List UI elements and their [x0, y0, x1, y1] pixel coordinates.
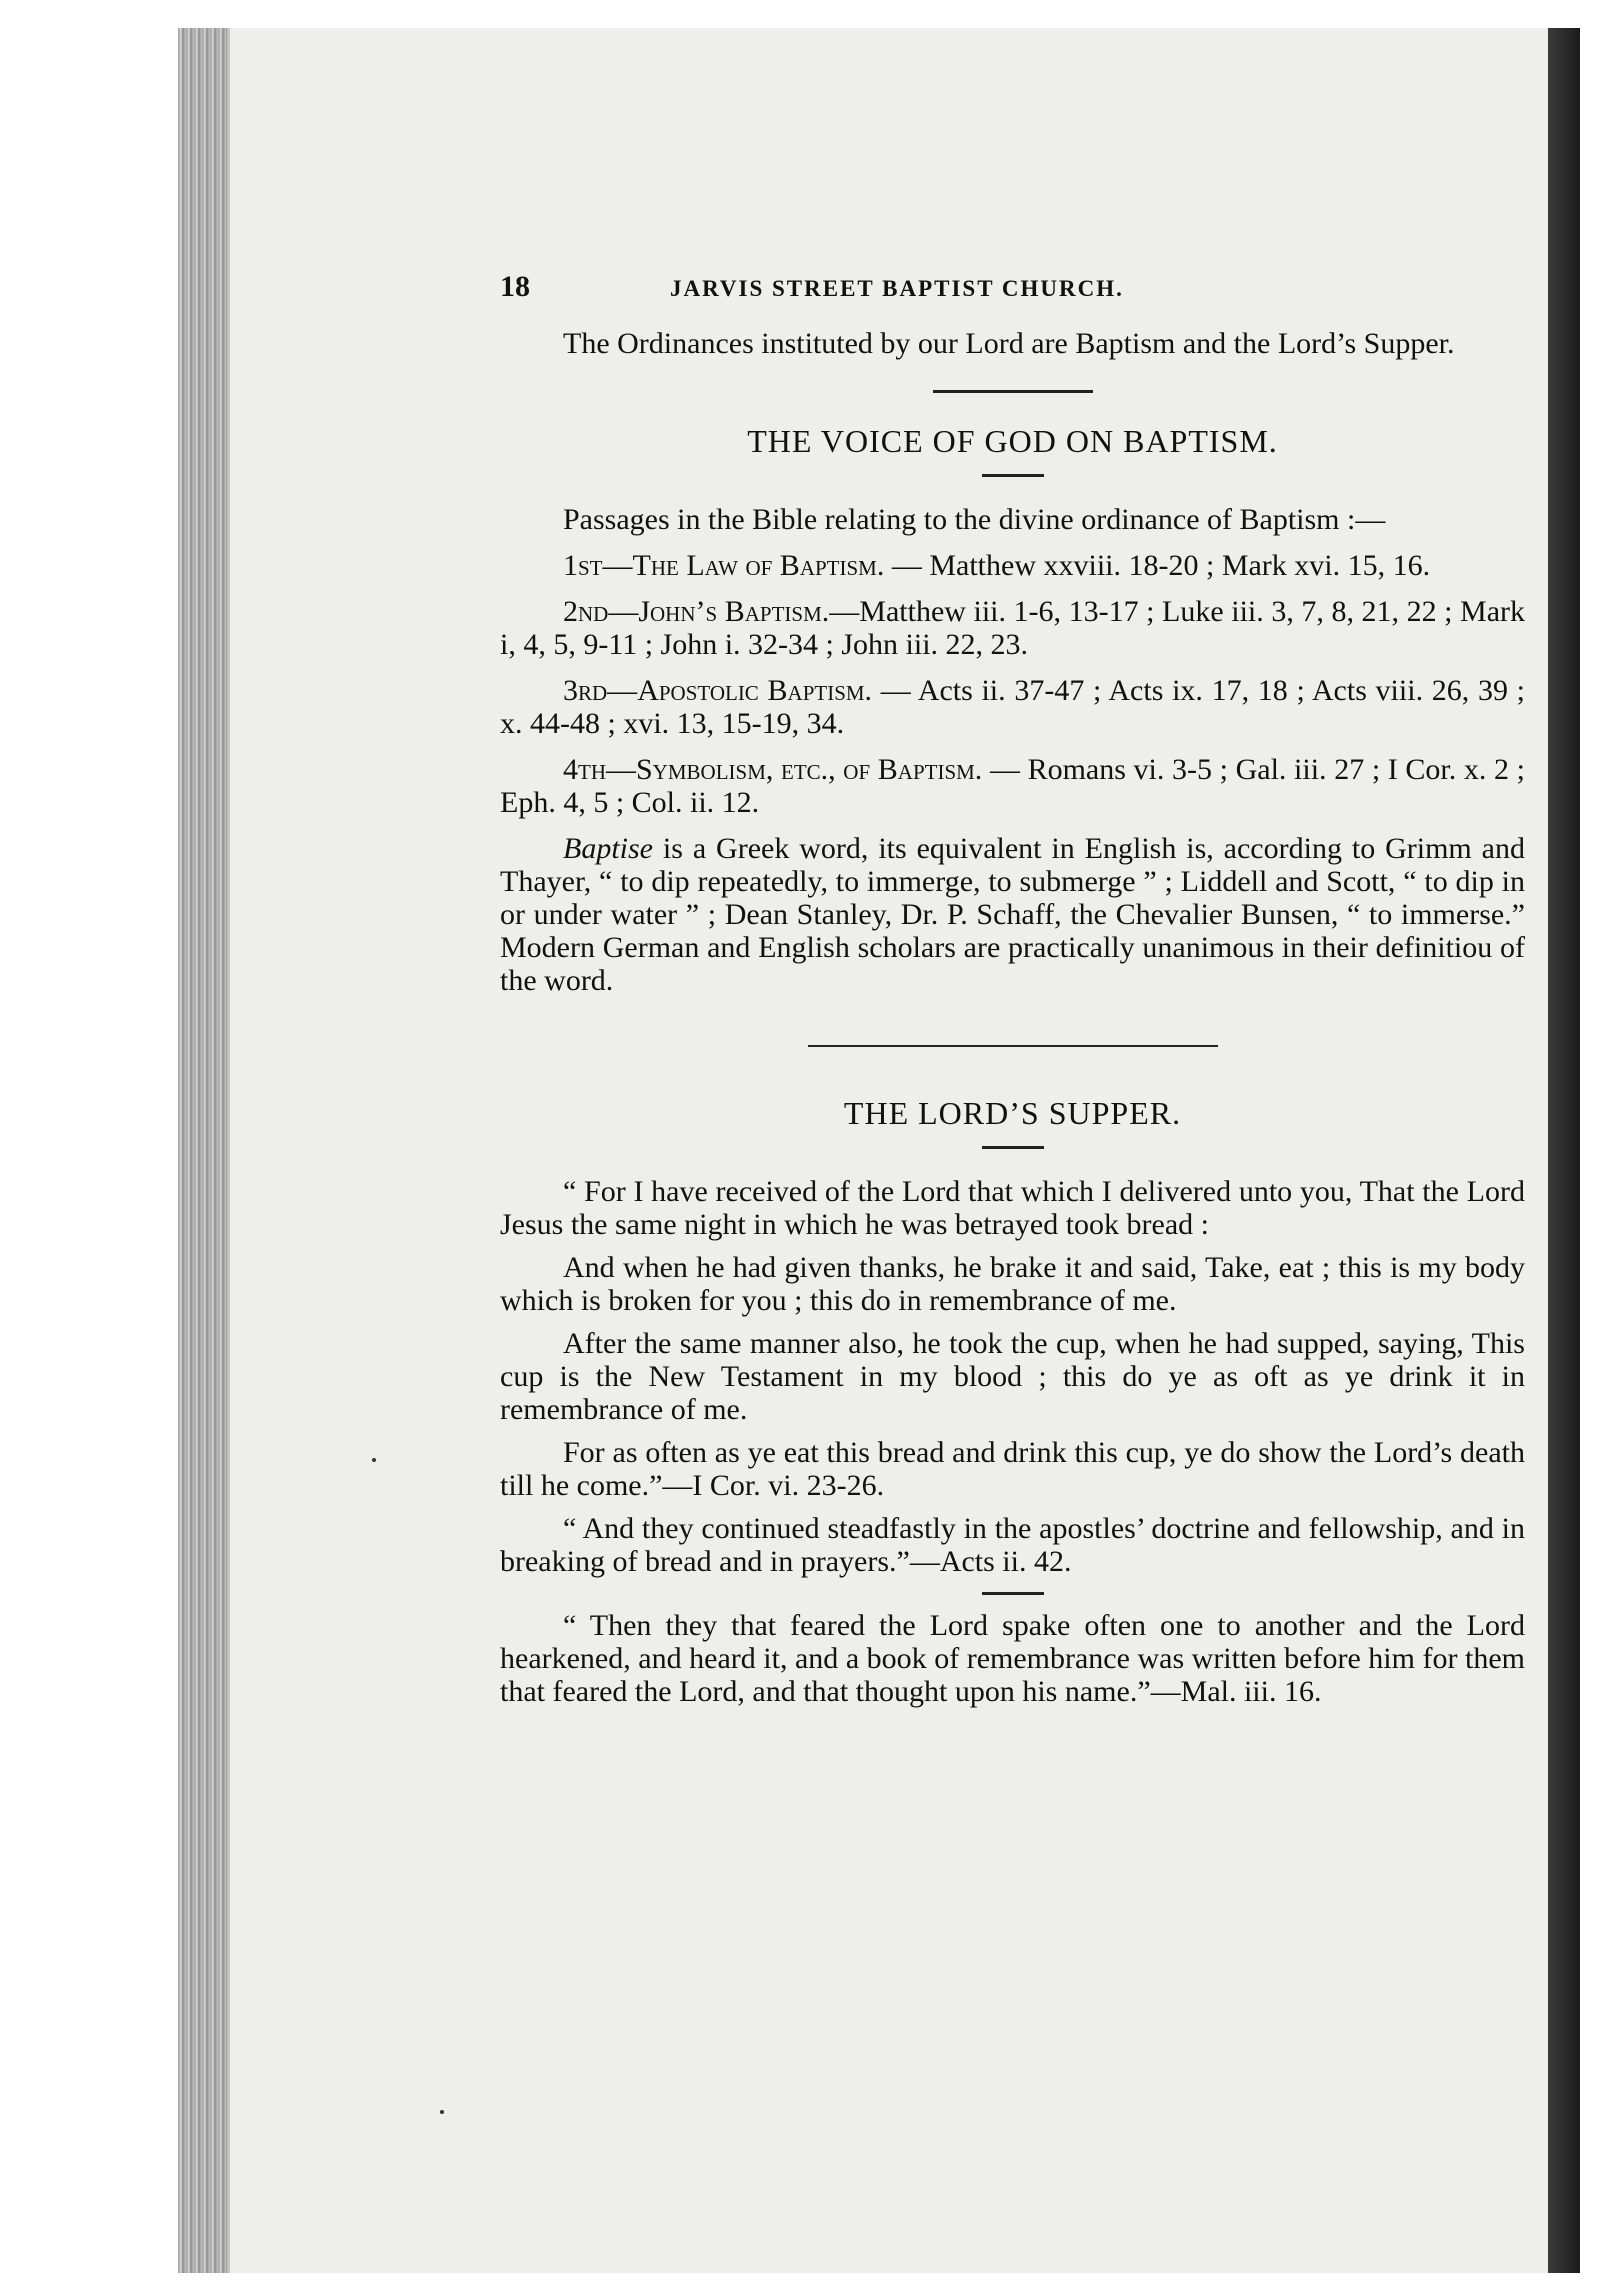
passage-title: John’s Baptism.: [638, 595, 830, 628]
supper-paragraph: And when he had given thanks, he brake it and said, Take, eat ; this is my body which is broken for you ; this do in remembrance of me.: [500, 1251, 1525, 1317]
supper-paragraph: After the same manner also, he took the cup, when he had supped, saying, This cup is the New Testament in my blood ; this do ye as oft as ye drink it in remembrance of me.: [500, 1327, 1525, 1426]
passage-item: 1st—The Law of Baptism. — Matthew xxviii. 18-20 ; Mark xvi. 15, 16.: [563, 549, 1431, 582]
closing-divider: [982, 1592, 1044, 1595]
running-head: [500, 270, 1525, 305]
passage-refs: —Matthew iii. 1-6, 13-17 ; Luke iii. 3, 7, 8, 21, 22 ; Mark i, 4, 5, 9-11 ; John i. 32-34 ; John iii. 22, 23.: [500, 595, 1526, 661]
baptise-paragraph: Baptise is a Greek word, its equivalent in English is, according to Grimm and Thayer, “ to dip repeatedly, to immerge, to submerge ” ; Liddell and Scott, “ to dip in or under water ” ; Dean Stanley, Dr. P. Schaff, the Chevalier Bunsen, “ to immerse.” Modern German and English scholars are practically unanimous in their definitiou of the word.: [500, 832, 1525, 997]
passage-refs: — Acts ii. 37-47 ; Acts ix. 17, 18 ; Acts viii. 26, 39 ; x. 44-48 ; xvi. 13, 15-19, 34.: [500, 674, 1525, 740]
passage-item: 4th—Symbolism, etc., of Baptism. — Romans vi. 3-5 ; Gal. iii. 27 ; I Cor. x. 2 ; Eph. 4, 5 ; Col. ii. 12.: [500, 753, 1525, 819]
baptise-word: Baptise: [563, 832, 653, 865]
supper-paragraph: “ And they continued steadfastly in the apostles’ doctrine and fellowship, and in breaking of bread and in prayers.”—Acts ii. 42.: [500, 1512, 1525, 1578]
running-title: JARVIS STREET BAPTIST CHURCH.: [670, 276, 1124, 301]
heading-rule: [982, 474, 1044, 477]
passage-item: 3rd—Apostolic Baptism. — Acts ii. 37-47 ; Acts ix. 17, 18 ; Acts viii. 26, 39 ; x. 44-48 ; xvi. 13, 15-19, 34.: [500, 674, 1525, 740]
supper-heading: THE LORD’S SUPPER.: [843, 1095, 1182, 1131]
section-divider: [808, 1045, 1218, 1047]
closing-paragraph: “ Then they that feared the Lord spake often one to another and the Lord hearkened, and heard it, and a book of remembrance was written before him for them that feared the Lord, and that thought upon his name.”—Mal. iii. 16.: [500, 1609, 1525, 1708]
supper-paragraph: For as often as ye eat this bread and drink this cup, ye do show the Lord’s death till he come.”—I Cor. vi. 23-26.: [500, 1436, 1525, 1502]
page-edge-shadow: [1548, 28, 1580, 2273]
section-divider: [933, 390, 1093, 393]
scan-speck: [440, 2110, 444, 2114]
heading-rule: [982, 1146, 1044, 1149]
passage-title: Symbolism, etc., of Baptism.: [636, 753, 983, 786]
baptism-heading: THE VOICE OF GOD ON BAPTISM.: [747, 423, 1278, 459]
scan-speck: [372, 1458, 376, 1462]
passage-refs: — Matthew xxviii. 18-20 ; Mark xvi. 15, 16.: [884, 549, 1431, 582]
passage-item: 2nd—John’s Baptism.—Matthew iii. 1-6, 13-17 ; Luke iii. 3, 7, 8, 21, 22 ; Mark i, 4, 5, 9-11 ; John i. 32-34 ; John iii. 22, 23.: [500, 595, 1526, 661]
passage-title: Apostolic Baptism.: [637, 674, 873, 707]
supper-paragraph: “ For I have received of the Lord that which I delivered unto you, That the Lord Jesus the same night in which he was betrayed took bread :: [500, 1175, 1525, 1241]
passage-title: The Law of Baptism.: [632, 549, 885, 582]
intro-paragraph: The Ordinances instituted by our Lord are Baptism and the Lord’s Supper.: [563, 327, 1455, 360]
page-content: [500, 270, 1525, 1708]
page-gutter: [178, 28, 230, 2273]
passage-refs: — Romans vi. 3-5 ; Gal. iii. 27 ; I Cor. x. 2 ; Eph. 4, 5 ; Col. ii. 12.: [500, 753, 1525, 819]
baptism-lead: Passages in the Bible relating to the divine ordinance of Baptism :—: [563, 503, 1386, 536]
page-number: 18: [500, 270, 530, 303]
